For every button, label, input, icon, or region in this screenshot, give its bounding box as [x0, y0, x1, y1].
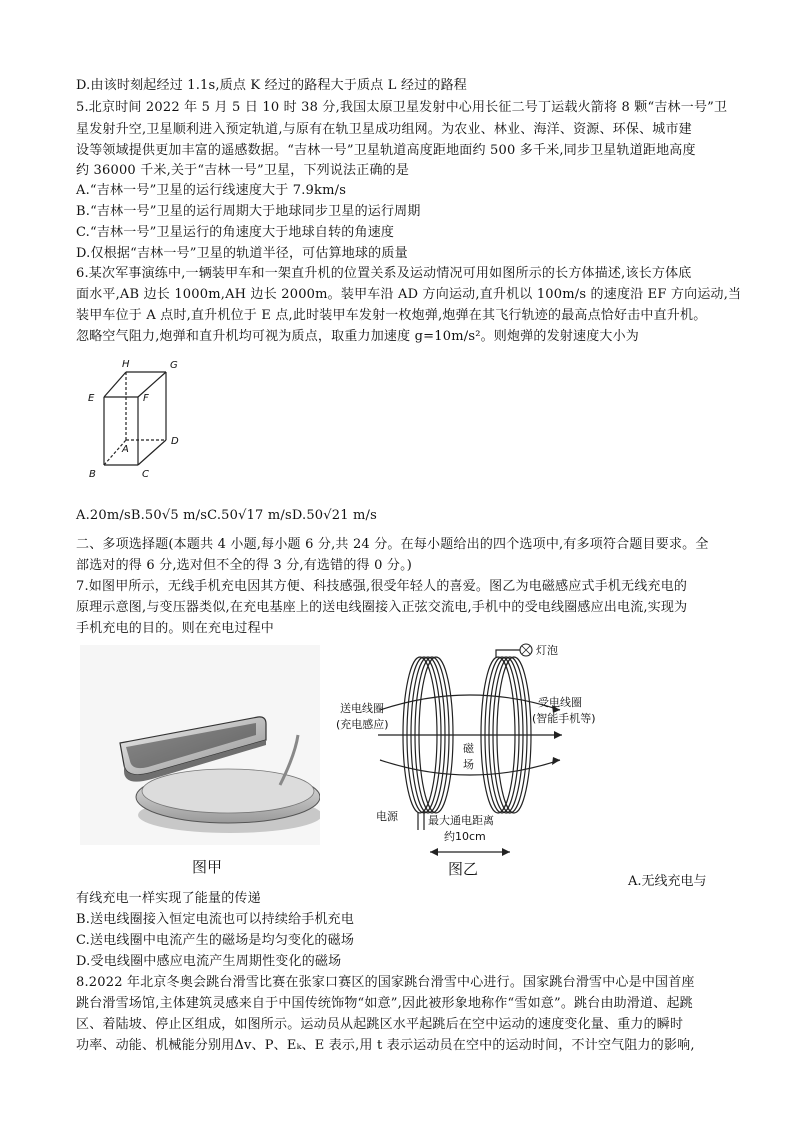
- q5-stem-line-4: 约 36000 千米,关于“吉林一号”卫星，下列说法正确的是: [76, 163, 410, 178]
- section2-header-line-1: 二、多项选择题(本题共 4 小题,每小题 6 分,共 24 分。在每小题给出的四个选项中,有多项符合题目要求。全: [76, 537, 709, 552]
- q6-stem-line-1: 6.某次军事演练中,一辆装甲车和一架直升机的位置关系及运动情况可用如图所示的长方体描述,该长方体底: [76, 266, 692, 281]
- figure-yi-caption: 图乙: [448, 860, 479, 878]
- label-g: G: [170, 360, 178, 371]
- label-d: D: [171, 436, 179, 447]
- q6-stem-line-3: 装甲车位于 A 点时,直升机位于 E 点,此时装甲车发射一枚炮弹,炮弹在其飞行轨迹的最高点恰好击中直升机。: [76, 308, 707, 323]
- label-field-1: 磁: [463, 742, 474, 755]
- label-c: C: [142, 469, 149, 480]
- q7-stem-line-1: 7.如图甲所示，无线手机充电因其方便、科技感强,很受年轻人的喜爱。图乙为电磁感应式手机无线充电的: [76, 579, 688, 594]
- section2-header-line-2: 部选对的得 6 分,选对但不全的得 3 分,有选错的得 0 分。): [76, 558, 413, 573]
- q7-option-c: C.送电线圈中电流产生的磁场是均匀变化的磁场: [76, 933, 355, 948]
- label-e: E: [88, 393, 95, 404]
- q7-option-d: D.受电线圈中感应电流产生周期性变化的磁场: [76, 954, 342, 969]
- coil-diagram: [320, 640, 620, 880]
- label-receive-coil: 受电线圈: [538, 696, 582, 709]
- figure-jia-caption: 图甲: [192, 858, 223, 876]
- label-send-coil: 送电线圈: [340, 702, 384, 715]
- q5-stem-line-1: 5.北京时间 2022 年 5 月 5 日 10 时 38 分,我国太原卫星发射中心用长征二号丁运载火箭将 8 颗“吉林一号”卫: [76, 100, 728, 115]
- q7-option-a-part1: A.无线充电与: [628, 874, 707, 889]
- label-h: H: [122, 359, 130, 370]
- q5-stem-line-2: 星发射升空,卫星顺利进入预定轨道,与原有在轨卫星成功组网。为农业、林业、海洋、资源、环保、城市建: [76, 122, 692, 137]
- q8-stem-line-1: 8.2022 年北京冬奥会跳台滑雪比赛在张家口赛区的国家跳台滑雪中心进行。国家跳台滑雪中心是中国首座: [76, 975, 695, 990]
- q6-stem-line-4: 忽略空气阻力,炮弹和直升机均可视为质点，取重力加速度 g=10m/s²。则炮弹的发射速度大小为: [76, 329, 640, 344]
- q5-option-c: C.“吉林一号”卫星运行的角速度大于地球自转的角速度: [76, 225, 395, 240]
- label-field-2: 场: [463, 758, 474, 771]
- q8-stem-line-3: 区、着陆坡、停止区组成，如图所示。运动员从起跳区水平起跳后在空中运动的速度变化量、重力的瞬时: [76, 1017, 684, 1032]
- q5-option-a: A.“吉林一号”卫星的运行线速度大于 7.9km/s: [76, 183, 347, 198]
- q5-option-b: B.“吉林一号”卫星的运行周期大于地球同步卫星的运行周期: [76, 204, 421, 219]
- label-f: F: [143, 393, 149, 404]
- q7-option-a-part2: 有线充电一样实现了能量的传递: [76, 891, 261, 906]
- q6-options: A.20m/sB.50√5 m/sC.50√17 m/sD.50√21 m/s: [76, 508, 377, 523]
- q5-option-d: D.仅根据“吉林一号”卫星的轨道半径，可估算地球的质量: [76, 246, 408, 261]
- label-b: B: [89, 469, 96, 480]
- wireless-charger-photo: [80, 645, 320, 880]
- q8-stem-line-4: 功率、动能、机械能分别用Δv、P、Eₖ、E 表示,用 t 表示运动员在空中的运动时间，不计空气阻力的影响,: [76, 1038, 695, 1053]
- q6-stem-line-2: 面水平,AB 边长 1000m,AH 边长 2000m。装甲车沿 AD 方向运动,直升机以 100m/s 的速度沿 EF 方向运动,当: [76, 287, 742, 302]
- label-distance-1: 最大通电距离: [428, 814, 494, 827]
- q7-stem-line-2: 原理示意图,与变压器类似,在充电基座上的送电线圈接入正弦交流电,手机中的受电线圈感应出电流,实现为: [76, 600, 688, 615]
- q7-stem-line-3: 手机充电的目的。则在充电过程中: [76, 621, 275, 636]
- label-power: 电源: [376, 810, 398, 823]
- label-distance-2: 约10cm: [444, 830, 486, 843]
- q4-option-d: D.由该时刻起经过 1.1s,质点 K 经过的路程大于质点 L 经过的路程: [76, 78, 467, 93]
- label-bulb: 灯泡: [536, 644, 558, 657]
- label-receive-coil-note: (智能手机等): [532, 712, 596, 725]
- q7-option-b: B.送电线圈接入恒定电流也可以持续给手机充电: [76, 912, 355, 927]
- q8-stem-line-2: 跳台滑雪场馆,主体建筑灵感来自于中国传统饰物“如意”,因此被形象地称作“雪如意”。跳台由助滑道、起跳: [76, 996, 693, 1011]
- label-a: A: [122, 444, 129, 455]
- cuboid-figure: [80, 352, 190, 492]
- label-send-coil-note: (充电感应): [336, 718, 389, 731]
- q5-stem-line-3: 设等领域提供更加丰富的遥感数据。“吉林一号”卫星轨道高度距地面约 500 多千米,同步卫星轨道距地高度: [76, 143, 696, 158]
